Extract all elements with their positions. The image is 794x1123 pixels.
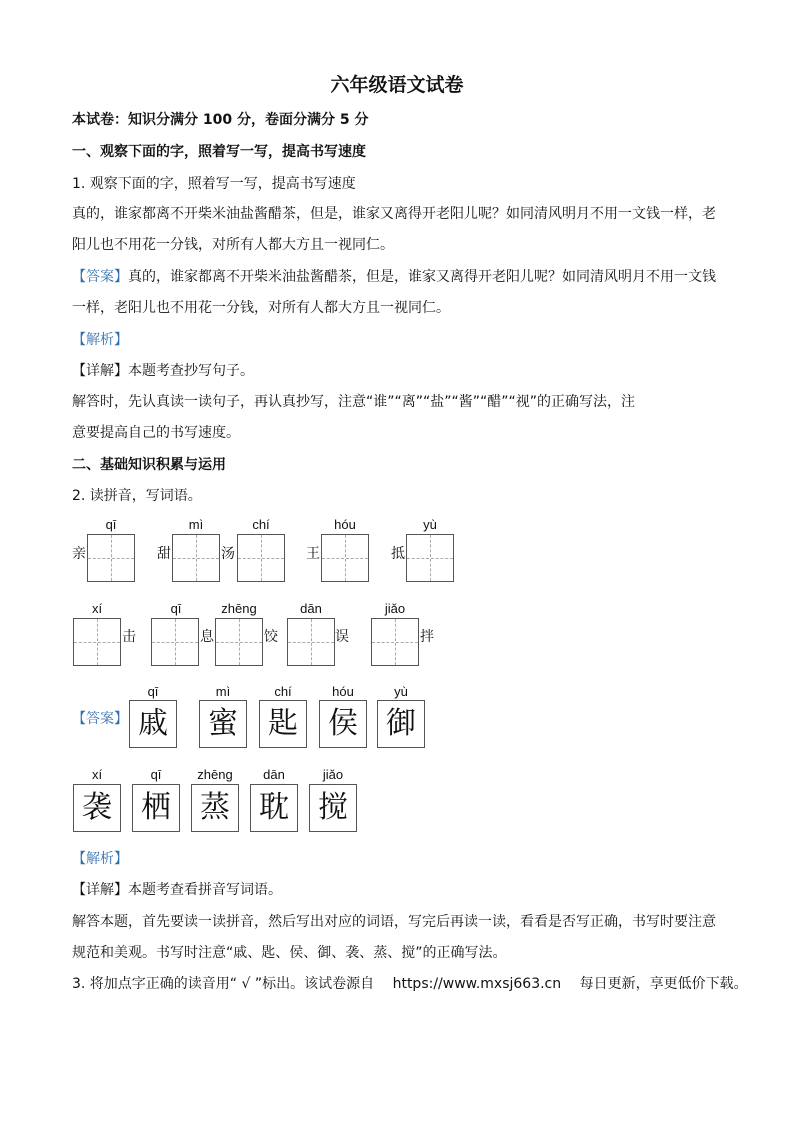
answer-char: 匙 [259, 700, 307, 748]
answer-tag-2: 【答案】 [72, 711, 128, 727]
given-char: 拌 [420, 629, 434, 645]
section2-heading: 二、基础知识积累与运用 [72, 457, 226, 473]
explain-2-line-1: 解答本题，首先要读一读拼音，然后写出对应的词语，写完后再读一读，看看是否写正确，书写时要注意 [72, 914, 716, 930]
answer-pinyin: jiǎo [322, 767, 344, 782]
answer-char: 御 [377, 700, 425, 748]
pinyin-label: qī [170, 601, 182, 616]
pinyin-label: dān [300, 601, 322, 616]
passage-line-1: 真的，谁家都离不开柴米油盐酱醋茶，但是，谁家又离得开老阳儿呢？如同清风明月不用一文钱一样，老 [72, 206, 716, 222]
pinyin-label: jiǎo [384, 601, 406, 616]
answer-pinyin: yù [394, 684, 408, 699]
answer-char: 侯 [319, 700, 367, 748]
passage-line-2: 阳儿也不用花一分钱，对所有人都大方且一视同仁。 [72, 237, 394, 253]
answer-line-2: 一样，老阳儿也不用花一分钱，对所有人都大方且一视同仁。 [72, 300, 450, 316]
pinyin-label: chí [252, 517, 270, 532]
question-3: 3. 将加点字正确的读音用“ √ ”标出。该试卷源自 https://www.mxsj663.cn 每日更新，享更低价下载。 [72, 976, 748, 992]
given-char: 汤 [221, 546, 235, 562]
analysis-tag-1: 【解析】 [72, 332, 128, 348]
answer-char: 蒸 [191, 784, 239, 832]
given-char: 息 [200, 629, 214, 645]
writing-box[interactable] [87, 534, 135, 582]
answer-pinyin: xí [91, 767, 103, 782]
given-char: 误 [335, 629, 349, 645]
writing-box[interactable] [73, 618, 121, 666]
answer-1 [72, 266, 716, 286]
answer-pinyin: qī [147, 684, 159, 699]
writing-box[interactable] [287, 618, 335, 666]
answer-pinyin: qī [150, 767, 162, 782]
answer-char: 栖 [132, 784, 180, 832]
writing-box[interactable] [371, 618, 419, 666]
answer-tag: 【答案】 [72, 269, 128, 285]
pinyin-label: hóu [334, 517, 356, 532]
pinyin-label: qī [105, 517, 117, 532]
answer-text-1: 真的，谁家都离不开柴米油盐酱醋茶，但是，谁家又离得开老阳儿呢？如同清风明月不用一文钱 [128, 269, 716, 285]
explain-2-line-2: 规范和美观。书写时注意“戚、匙、侯、御、袭、蒸、搅”的正确写法。 [72, 945, 507, 961]
answer-pinyin: zhēng [197, 767, 233, 782]
writing-box[interactable] [215, 618, 263, 666]
pinyin-label: xí [91, 601, 103, 616]
writing-box[interactable] [406, 534, 454, 582]
given-char: 亲 [72, 546, 86, 562]
answer-char: 蜜 [199, 700, 247, 748]
answer-pinyin: dān [263, 767, 285, 782]
answer-pinyin: hóu [332, 684, 354, 699]
analysis-tag-2: 【解析】 [72, 851, 128, 867]
writing-box[interactable] [172, 534, 220, 582]
given-char: 饺 [264, 629, 278, 645]
detail-2: 【详解】本题考查看拼音写词语。 [72, 882, 282, 898]
given-char: 击 [122, 629, 136, 645]
writing-box[interactable] [237, 534, 285, 582]
score-intro: 本试卷：知识分满分 100 分，卷面分满分 5 分 [72, 112, 369, 128]
answer-char: 耽 [250, 784, 298, 832]
question-2: 2. 读拼音，写词语。 [72, 488, 202, 504]
pinyin-label: yù [423, 517, 437, 532]
detail-1: 【详解】本题考查抄写句子。 [72, 363, 254, 379]
answer-pinyin: chí [274, 684, 292, 699]
answer-char: 袭 [73, 784, 121, 832]
question-1: 1. 观察下面的字，照着写一写，提高书写速度 [72, 176, 356, 192]
writing-box[interactable] [321, 534, 369, 582]
answer-char: 搅 [309, 784, 357, 832]
answer-char: 戚 [129, 700, 177, 748]
given-char: 甜 [157, 546, 171, 562]
explain-1-line-1: 解答时，先认真读一读句子，再认真抄写，注意“谁”“离”“盐”“酱”“醋”“视”的正确写法，注 [72, 394, 636, 410]
explain-1-line-2: 意要提高自己的书写速度。 [72, 425, 240, 441]
pinyin-label: zhēng [221, 601, 257, 616]
given-char: 抵 [391, 546, 405, 562]
answer-pinyin: mì [215, 684, 231, 699]
pinyin-label: mì [188, 517, 204, 532]
section1-heading: 一、观察下面的字，照着写一写，提高书写速度 [72, 144, 366, 160]
writing-box[interactable] [151, 618, 199, 666]
page-title: 六年级语文试卷 [330, 74, 464, 96]
given-char: 王 [306, 546, 320, 562]
